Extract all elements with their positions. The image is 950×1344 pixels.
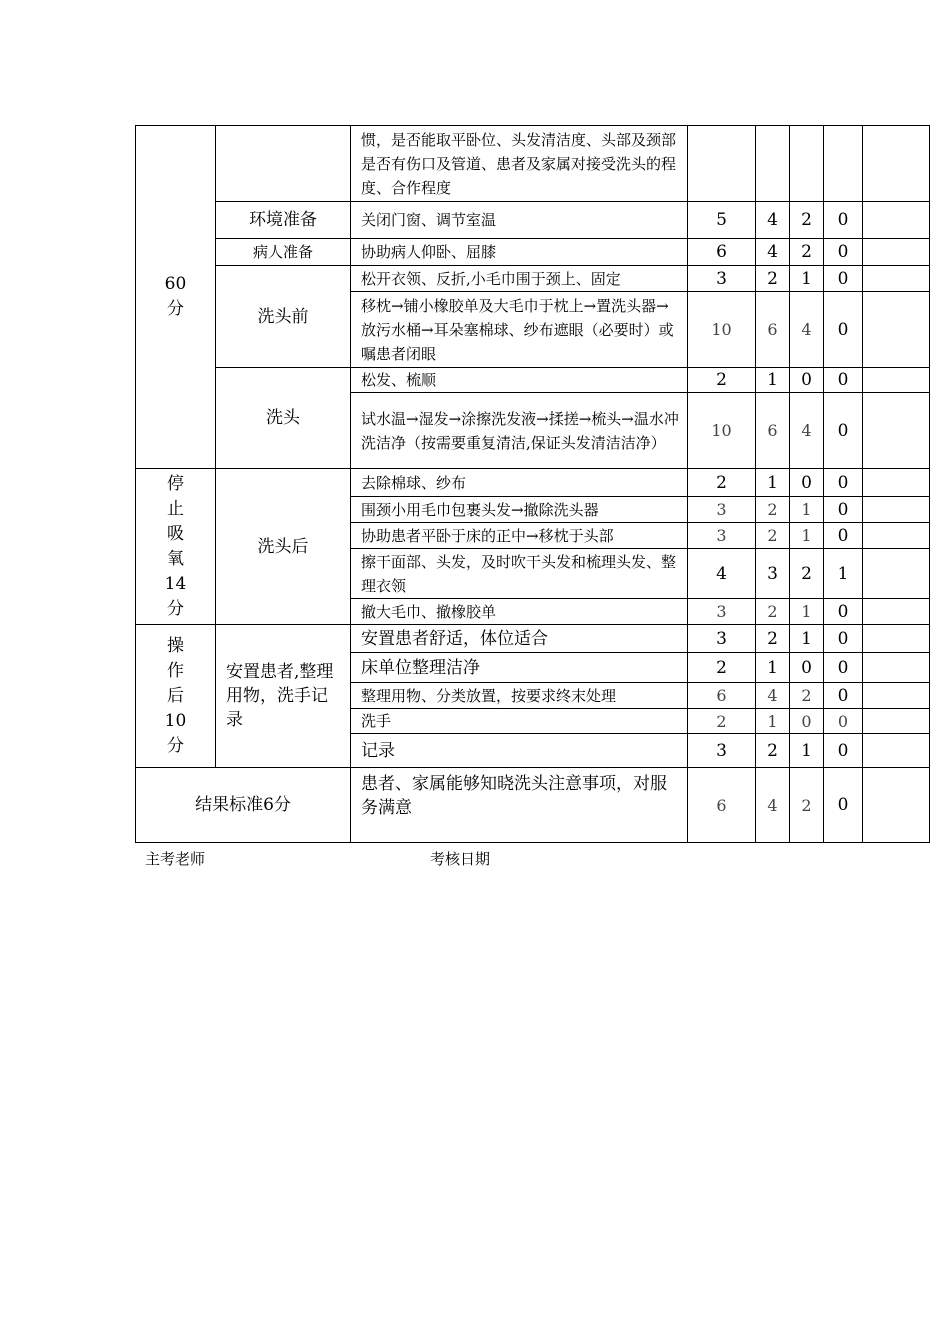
- score-c: 2: [790, 549, 824, 599]
- score-b: 3: [756, 549, 790, 599]
- item-text: 关闭门窗、调节室温: [351, 202, 688, 239]
- actual-score: [863, 126, 930, 202]
- score-a: 4: [688, 549, 756, 599]
- score-c: 2: [790, 202, 824, 239]
- sub-category: 环境准备: [216, 202, 351, 239]
- table-row: [136, 625, 930, 653]
- actual-score: [863, 625, 930, 653]
- actual-score: [863, 239, 930, 266]
- actual-score: [863, 469, 930, 497]
- score-a: 3: [688, 734, 756, 768]
- actual-score: [863, 599, 930, 625]
- score-a: 6: [688, 239, 756, 266]
- sub-category: 洗头后: [216, 469, 351, 625]
- score-d: 0: [824, 768, 863, 843]
- exam-date-label: 考核日期: [430, 850, 491, 868]
- score-c: 4: [790, 393, 824, 469]
- score-a: 10: [688, 393, 756, 469]
- score-d: 0: [824, 653, 863, 683]
- score-a: 6: [688, 768, 756, 843]
- score-b: 1: [756, 709, 790, 734]
- table-row: [136, 768, 930, 843]
- score-a: 3: [688, 523, 756, 549]
- score-b: 2: [756, 266, 790, 292]
- actual-score: [863, 393, 930, 469]
- item-text: 协助病人仰卧、屈膝: [351, 239, 688, 266]
- score-d: 0: [824, 734, 863, 768]
- table-row: [136, 469, 930, 497]
- item-text: 移枕→铺小橡胶单及大毛巾于枕上→置洗头器→放污水桶→耳朵塞棉球、纱布遮眼（必要时）或嘱患者闭眼: [351, 292, 688, 368]
- item-text: 松开衣领、反折,小毛巾围于颈上、固定: [351, 266, 688, 292]
- score-c: 0: [790, 709, 824, 734]
- score-d: 1: [824, 549, 863, 599]
- score-b: 1: [756, 368, 790, 393]
- actual-score: [863, 202, 930, 239]
- item-text: 试水温→湿发→涂擦洗发液→揉搓→梳头→温水冲洗洁净（按需要重复清洁,保证头发清洁洁净）: [351, 393, 688, 469]
- actual-score: [863, 683, 930, 709]
- item-text: 围颈小用毛巾包裹头发→撤除洗头器: [351, 497, 688, 523]
- scoring-table: [135, 125, 930, 843]
- score-b: 2: [756, 599, 790, 625]
- score-d: 0: [824, 239, 863, 266]
- item-text: 洗手: [351, 709, 688, 734]
- score-c: 2: [790, 239, 824, 266]
- score-c: 1: [790, 266, 824, 292]
- score-a: 3: [688, 266, 756, 292]
- actual-score: [863, 266, 930, 292]
- score-b: 1: [756, 653, 790, 683]
- score-b: 2: [756, 734, 790, 768]
- score-c: 1: [790, 497, 824, 523]
- item-text: 松发、梳顺: [351, 368, 688, 393]
- actual-score: [863, 292, 930, 368]
- score-c: 2: [790, 683, 824, 709]
- item-text: 整理用物、分类放置，按要求终末处理: [351, 683, 688, 709]
- item-text: 患者、家属能够知晓洗头注意事项，对服务满意: [351, 768, 688, 843]
- score-b: 4: [756, 202, 790, 239]
- table-row: [136, 126, 930, 202]
- examiner-label: 主考老师: [145, 850, 206, 868]
- score-b: 2: [756, 625, 790, 653]
- score-d: 0: [824, 393, 863, 469]
- score-a: [688, 126, 756, 202]
- score-c: 0: [790, 368, 824, 393]
- group-label: 60分: [136, 126, 216, 469]
- score-d: 0: [824, 292, 863, 368]
- score-d: 0: [824, 683, 863, 709]
- score-c: 2: [790, 768, 824, 843]
- sub-category: 安置患者,整理用物，洗手记录: [216, 625, 351, 768]
- actual-score: [863, 768, 930, 843]
- group-label: 操作后10分: [136, 625, 216, 768]
- score-c: 0: [790, 653, 824, 683]
- item-text: 安置患者舒适，体位适合: [351, 625, 688, 653]
- actual-score: [863, 368, 930, 393]
- score-d: 0: [824, 202, 863, 239]
- score-c: 4: [790, 292, 824, 368]
- score-d: 0: [824, 368, 863, 393]
- score-b: 4: [756, 239, 790, 266]
- item-text: 去除棉球、纱布: [351, 469, 688, 497]
- sub-category: [216, 126, 351, 202]
- score-d: [824, 126, 863, 202]
- actual-score: [863, 523, 930, 549]
- score-d: 0: [824, 599, 863, 625]
- group-label: 停止吸氧14分: [136, 469, 216, 625]
- score-a: 10: [688, 292, 756, 368]
- table-row: [136, 266, 930, 292]
- score-d: 0: [824, 469, 863, 497]
- score-c: 0: [790, 469, 824, 497]
- item-text: 记录: [351, 734, 688, 768]
- score-d: 0: [824, 625, 863, 653]
- score-c: [790, 126, 824, 202]
- score-b: 6: [756, 292, 790, 368]
- score-a: 5: [688, 202, 756, 239]
- score-b: 6: [756, 393, 790, 469]
- score-c: 1: [790, 599, 824, 625]
- score-c: 1: [790, 625, 824, 653]
- score-a: 3: [688, 625, 756, 653]
- score-a: 6: [688, 683, 756, 709]
- score-d: 0: [824, 497, 863, 523]
- item-text: 协助患者平卧于床的正中→移枕于头部: [351, 523, 688, 549]
- item-text: 床单位整理洁净: [351, 653, 688, 683]
- actual-score: [863, 497, 930, 523]
- score-a: 2: [688, 653, 756, 683]
- score-a: 2: [688, 368, 756, 393]
- score-b: [756, 126, 790, 202]
- score-a: 3: [688, 599, 756, 625]
- score-b: 4: [756, 683, 790, 709]
- table-row: [136, 202, 930, 239]
- score-b: 1: [756, 469, 790, 497]
- item-text: 惯，是否能取平卧位、头发清洁度、头部及颈部是否有伤口及管道、患者及家属对接受洗头的程度、合作程度: [351, 126, 688, 202]
- score-c: 1: [790, 523, 824, 549]
- score-d: 0: [824, 523, 863, 549]
- item-text: 擦干面部、头发，及时吹干头发和梳理头发、整理衣领: [351, 549, 688, 599]
- score-b: 4: [756, 768, 790, 843]
- score-a: 2: [688, 709, 756, 734]
- score-a: 3: [688, 497, 756, 523]
- table-row: [136, 239, 930, 266]
- group-label: 结果标准6分: [136, 768, 351, 843]
- score-a: 2: [688, 469, 756, 497]
- actual-score: [863, 734, 930, 768]
- actual-score: [863, 709, 930, 734]
- item-text: 撤大毛巾、撤橡胶单: [351, 599, 688, 625]
- score-c: 1: [790, 734, 824, 768]
- sub-category: 病人准备: [216, 239, 351, 266]
- actual-score: [863, 653, 930, 683]
- score-b: 2: [756, 523, 790, 549]
- score-b: 2: [756, 497, 790, 523]
- sub-category: 洗头前: [216, 266, 351, 368]
- score-d: 0: [824, 266, 863, 292]
- sub-category: 洗头: [216, 368, 351, 469]
- score-d: 0: [824, 709, 863, 734]
- actual-score: [863, 549, 930, 599]
- table-row: [136, 368, 930, 393]
